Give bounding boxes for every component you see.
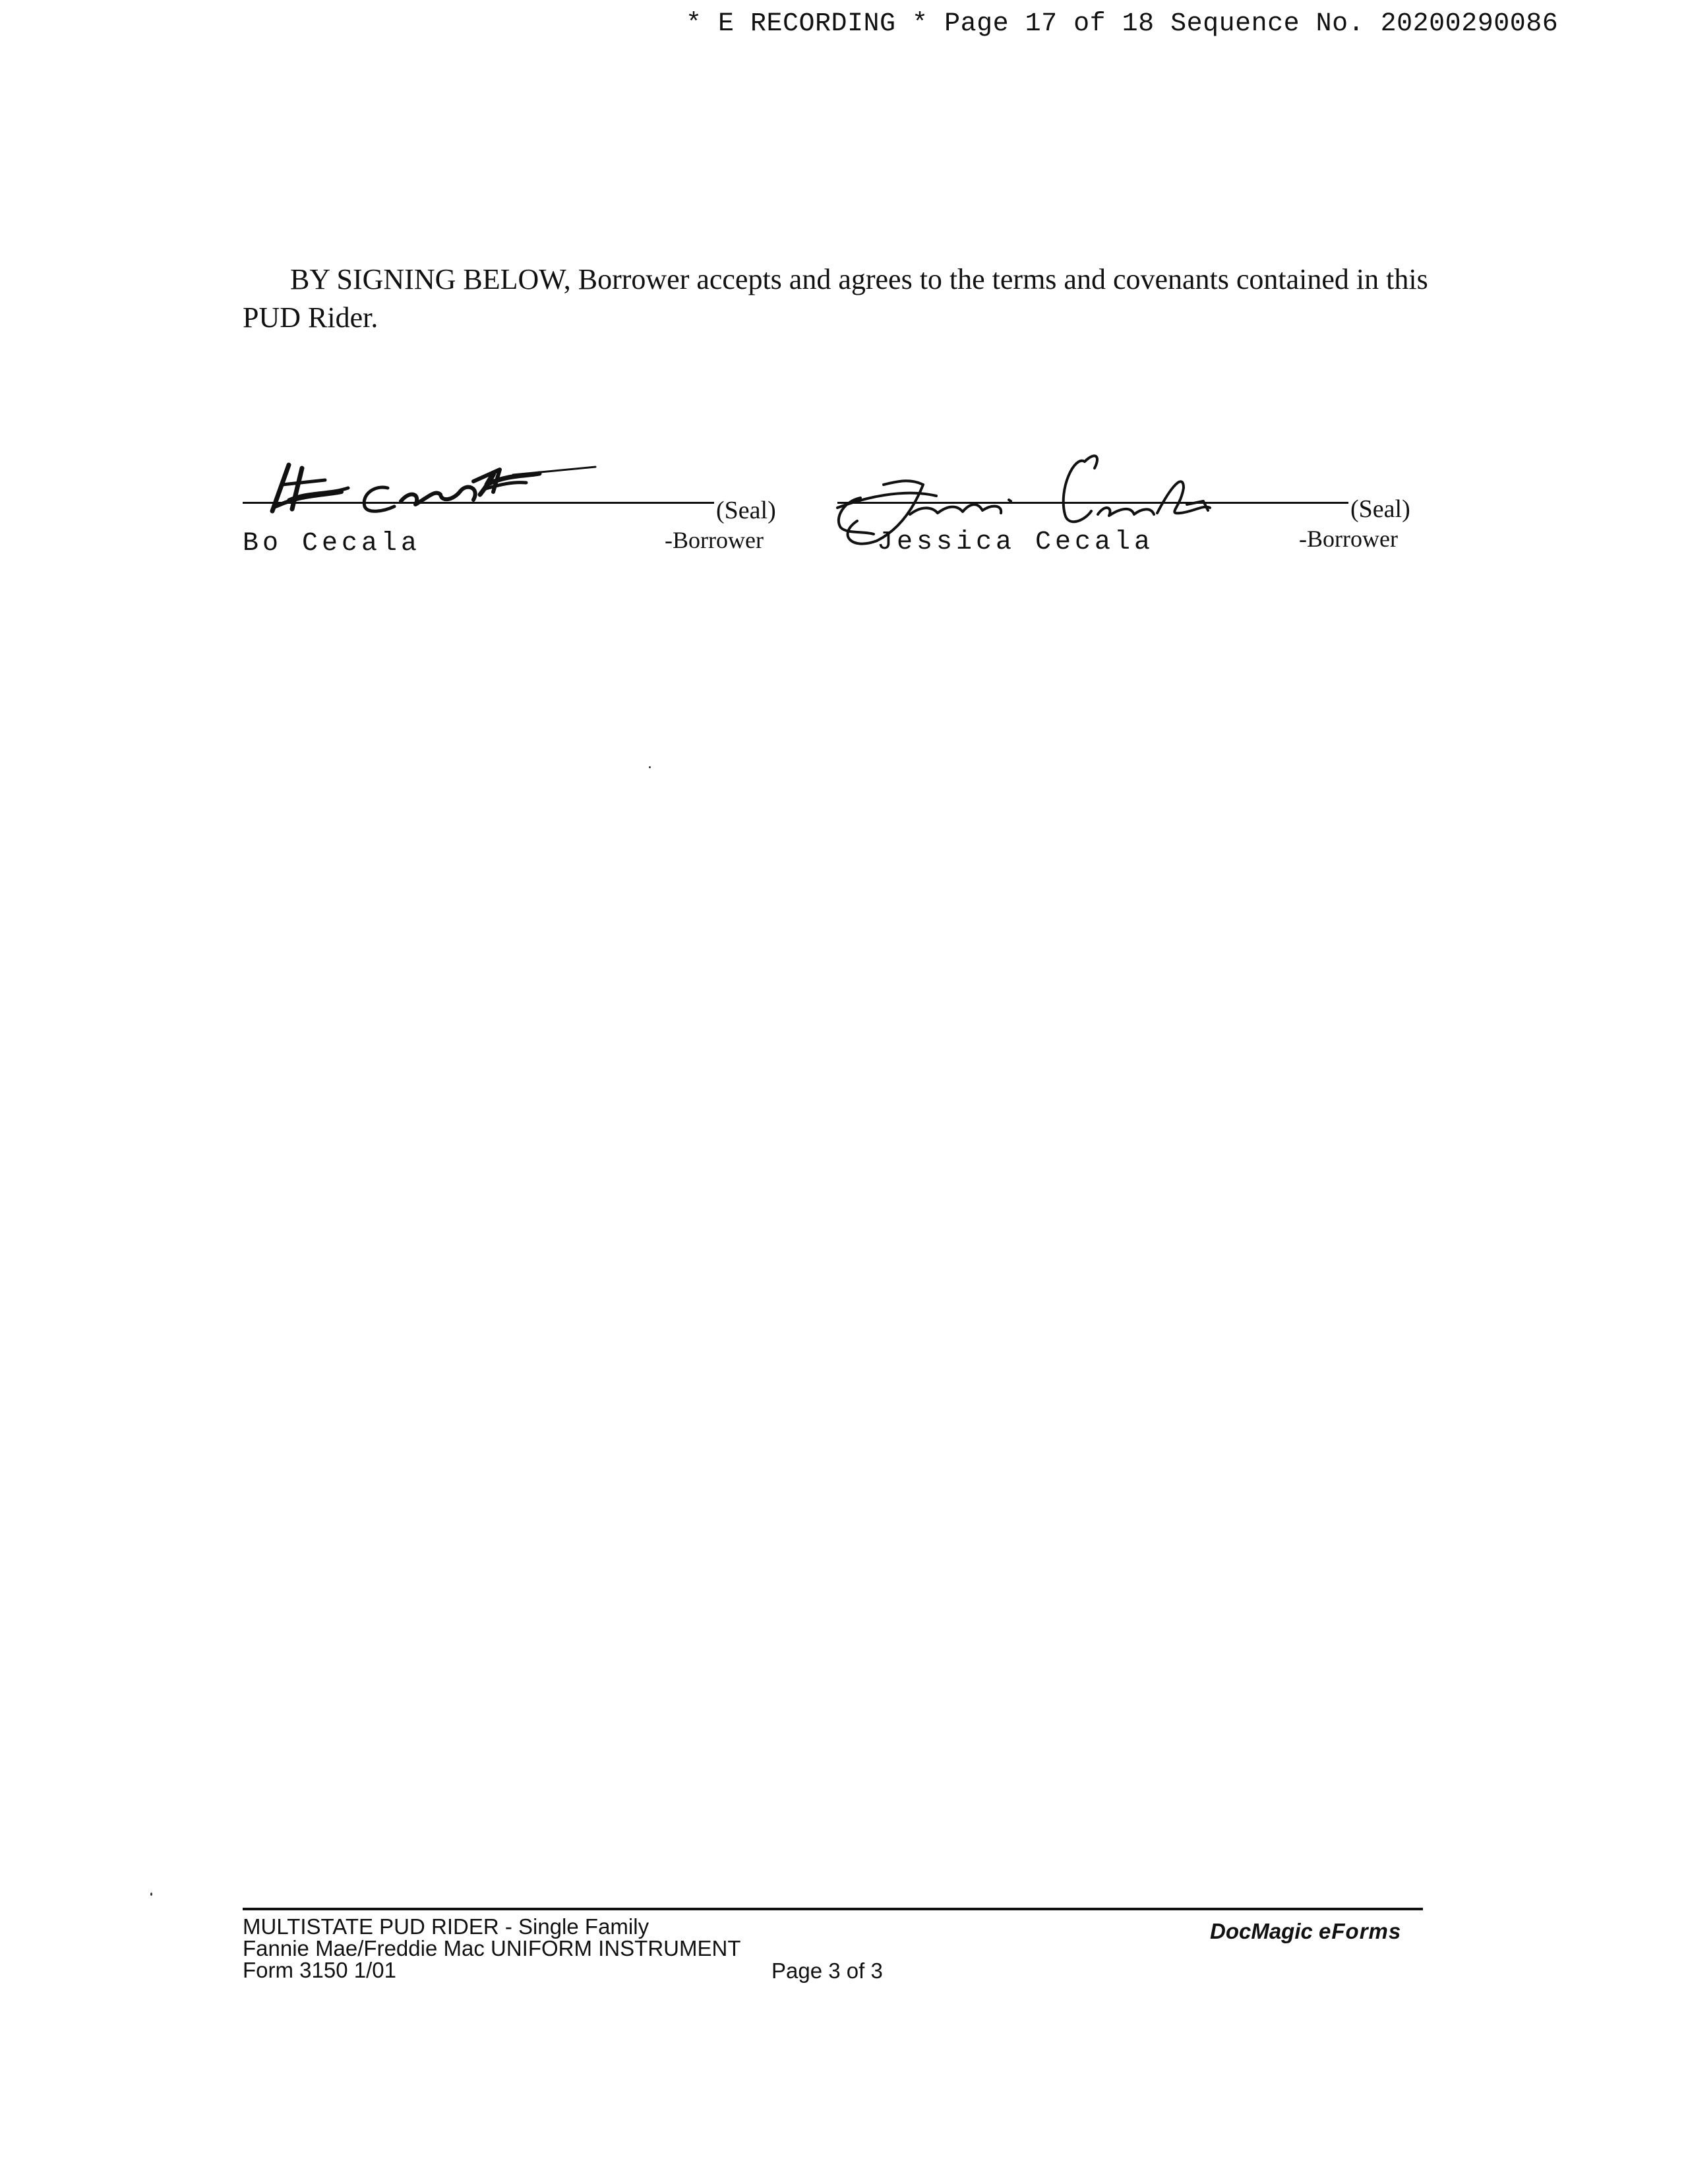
signature-line bbox=[243, 502, 714, 504]
seal-label: (Seal) bbox=[1350, 495, 1410, 523]
signature-block-borrower-1 bbox=[243, 455, 777, 559]
borrower-name: Bo Cecala bbox=[243, 529, 421, 559]
form-instrument: Fannie Mae/Freddie Mac UNIFORM INSTRUMENT bbox=[243, 1936, 741, 1960]
docmagic-logo bbox=[1210, 1919, 1401, 1944]
scan-speck bbox=[150, 1893, 152, 1896]
scan-speck bbox=[649, 766, 651, 768]
brand-name: DocMagic bbox=[1210, 1919, 1313, 1943]
form-identification bbox=[243, 1916, 740, 1981]
page-number: Page 3 of 3 bbox=[771, 1958, 883, 1983]
signature-block-borrower-2 bbox=[837, 455, 1418, 557]
signing-statement: BY SIGNING BELOW, Borrower accepts and agrees to the terms and covenants contained in this PUD Rider. bbox=[243, 263, 1428, 334]
borrower-role-label: -Borrower bbox=[1299, 526, 1398, 552]
form-title: MULTISTATE PUD RIDER - Single Family bbox=[243, 1914, 649, 1939]
borrower-role-label: -Borrower bbox=[665, 527, 764, 553]
brand-suffix: eForms bbox=[1319, 1919, 1402, 1943]
footer-divider bbox=[243, 1908, 1423, 1910]
form-number: Form 3150 1/01 bbox=[243, 1958, 396, 1982]
seal-label: (Seal) bbox=[716, 497, 776, 524]
recording-header: * E RECORDING * Page 17 of 18 Sequence No. 20200290086 bbox=[686, 9, 1559, 39]
borrower-name: Jessica Cecala bbox=[877, 528, 1155, 557]
handwritten-signature-1 bbox=[262, 448, 671, 528]
signature-line bbox=[837, 502, 1348, 504]
